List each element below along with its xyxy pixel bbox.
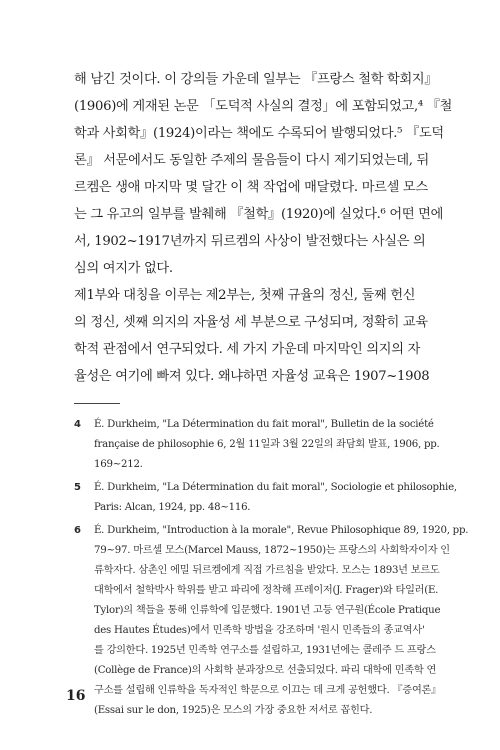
- footnote-line: 류학자다. 삼촌인 에밀 뒤르켐에게 직접 가르침을 받았다. 모스는 1893년 보르도: [94, 565, 440, 576]
- footnote-4: [74, 415, 440, 475]
- footnote-line: 79~97. 마르셀 모스(Marcel Mauss, 1872~1950)는 프랑스의 사회학자이자 인: [94, 545, 450, 556]
- footnote-line: 169~212.: [94, 459, 143, 470]
- body-line: 제1부와 대칭을 이루는 제2부는, 첫째 규율의 정신, 둘째 헌신: [74, 288, 416, 303]
- body-line: 의 정신, 셋째 의지의 자율성 세 부분으로 구성되며, 정확히 교육: [74, 315, 428, 330]
- footnote-line: des Hautes Études)에서 민족학 방법을 강조하며 '원시 민족들의 종교역사': [94, 625, 425, 636]
- body-line: 르켐은 생애 마지막 몇 달간 이 책 작업에 매달렸다. 마르셀 모스: [74, 180, 428, 195]
- body-line: 율성은 여기에 빠져 있다. 왜냐하면 자율성 교육은 1907~1908: [74, 369, 430, 384]
- footnotes: [74, 415, 469, 724]
- body-line: 심의 여지가 없다.: [74, 261, 173, 276]
- footnote-line: Tylor)의 책들을 통해 인류학에 입문했다. 1901년 고등 연구원(École Pratique: [94, 605, 441, 616]
- footnote-line: É. Durkheim, "La Détermination du fait moral", Bulletin de la société: [94, 419, 434, 430]
- footnote-5: [74, 478, 457, 518]
- footnote-divider: [74, 403, 120, 404]
- footnote-number: 6: [74, 525, 81, 536]
- body-text: [74, 66, 453, 390]
- footnote-line: 를 강의한다. 1925년 민족학 연구소를 설립하고, 1931년에는 콜레주 드 프랑스: [94, 645, 436, 656]
- body-line: 는 그 유고의 일부를 발췌해 『철학』(1920)에 실었다.⁶ 어떤 면에: [74, 207, 444, 222]
- footnote-line: (Collège de France)의 사회학 분과장으로 선출되었다. 파리 대학에 민족학 연: [94, 665, 437, 676]
- body-line: 학적 관점에서 연구되었다. 세 가지 가운데 마지막인 의지의 자: [74, 342, 421, 357]
- body-line: 해 남긴 것이다. 이 강의들 가운데 일부는 『프랑스 철학 학회지』: [74, 72, 438, 87]
- page-number: 16: [66, 688, 86, 704]
- footnote-line: É. Durkheim, "Introduction à la morale", Revue Philosophique 89, 1920, pp.: [94, 525, 469, 536]
- footnote-6: [74, 521, 469, 721]
- footnote-line: (Essai sur le don, 1925)은 모스의 가장 중요한 저서로 꼽힌다.: [94, 705, 373, 716]
- body-line: 론』 서문에서도 동일한 주제의 물음들이 다시 제기되었는데, 뒤: [74, 153, 429, 168]
- footnote-line: É. Durkheim, "La Détermination du fait moral", Sociologie et philosophie,: [94, 482, 457, 493]
- footnote-line: française de philosophie 6, 2월 11일과 3월 22일의 좌담회 발표, 1906, pp.: [94, 439, 440, 450]
- footnote-line: Paris: Alcan, 1924, pp. 48~116.: [94, 502, 251, 513]
- body-line: 학과 사회학』(1924)이라는 책에도 수록되어 발행되었다.⁵ 『도덕: [74, 126, 444, 141]
- body-line: 서, 1902~1917년까지 뒤르켐의 사상이 발전했다는 사실은 의: [74, 234, 426, 249]
- footnote-line: 구소를 설립해 인류학을 독자적인 학문으로 이끄는 데 크게 공헌했다. 『증여론』: [94, 685, 442, 696]
- footnote-number: 4: [74, 419, 81, 430]
- footnote-number: 5: [74, 482, 81, 493]
- footnote-line: 대학에서 철학박사 학위를 받고 파리에 정착해 프레이저(J. Frager)와 타일러(E.: [94, 585, 439, 596]
- body-line: (1906)에 게재된 논문 「도덕적 사실의 결정」에 포함되었고,⁴ 『철: [74, 99, 453, 114]
